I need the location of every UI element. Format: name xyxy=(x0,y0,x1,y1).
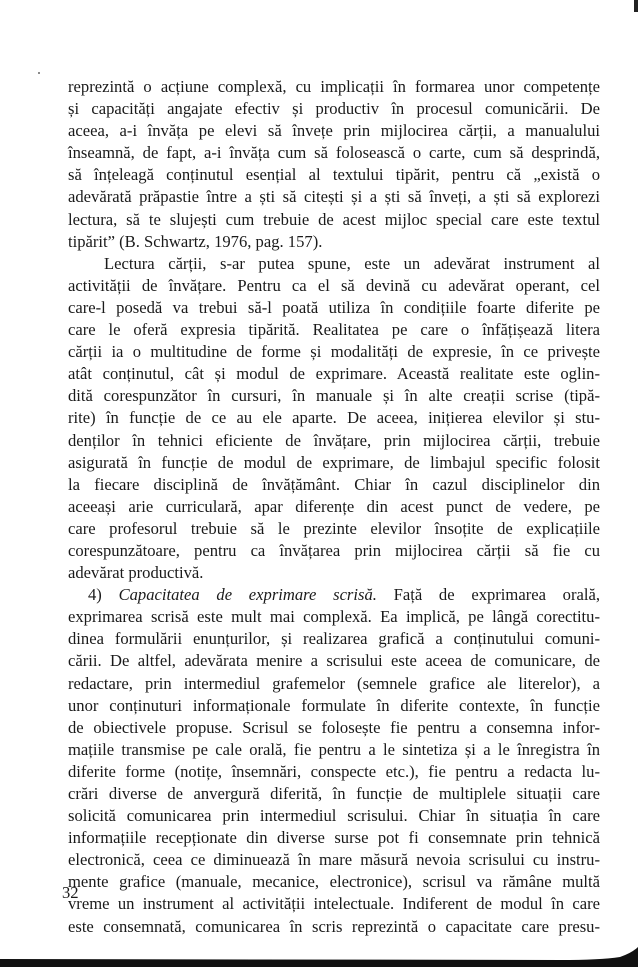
text-line: și capacități angajate efectiv și productiv în procesul comunicării. De xyxy=(68,99,600,119)
text-run: Față de exprimarea orală, xyxy=(376,585,600,605)
text-line: redactare, prin intermediul grafemelor (semnele grafice ale literelor), a xyxy=(68,673,600,693)
text-line: care profesorul trebuie să le prezinte elevilor însoțite de explicațiile xyxy=(68,518,600,538)
text-line: dită corespunzător în cursuri, în manuale și în alte creații scrise (tipă- xyxy=(68,386,600,406)
text-line: care-l posedă va trebui să-l poată utiliza în condițiile foarte diferite pe xyxy=(68,297,600,317)
text-line: să înțeleagă conținutul esențial al textului tipărit, pentru că „există o xyxy=(68,165,600,185)
text-line: care le oferă expresia tipărită. Realitatea pe care o înfățișează litera xyxy=(68,320,600,340)
text-line: lectura, să te slujești cum trebuie de acest mijloc special care este textul xyxy=(68,209,600,229)
body-text xyxy=(68,76,600,938)
section-heading: Capacitatea de exprimare scrisă. xyxy=(118,585,377,605)
text-line: cărții ia o multitudine de forme și modalități de expresie, în ce privește xyxy=(68,342,600,362)
text-line: mațiile transmise pe cale orală, fie pentru a le sintetiza și a le înregistra în xyxy=(68,739,600,759)
text-line: de obiectivele propuse. Scrisul se folosește fie pentru a consemna infor- xyxy=(68,717,600,737)
text-line: electronică, ceea ce diminuează în mare măsură nevoia scrisului cu instru- xyxy=(68,850,600,870)
text-line: informațiile recepționate din diverse surse pot fi consemnate prin tehnică xyxy=(68,828,600,848)
text-line: cării. De altfel, adevărata menire a scrisului este aceea de comunicare, de xyxy=(68,651,600,671)
text-line: vreme un instrument al activității intelectuale. Indiferent de modul în care xyxy=(68,894,600,914)
text-line: dinea formulării enunțurilor, și realizarea grafică a conținutului comuni- xyxy=(68,629,600,649)
text-line: aceeași arie curriculară, apar diferențe din acest punct de vedere, pe xyxy=(68,496,600,516)
text-line: rite) în funcție de ce au ele aparte. De aceea, inițierea elevilor și stu- xyxy=(68,408,600,428)
text-line: este consemnată, comunicarea în scris reprezintă o capacitate care presu- xyxy=(68,916,600,936)
text-line xyxy=(68,584,600,606)
text-line: aceea, a-i învăța pe elevi să învețe prin mijlocirea cărții, a manualului xyxy=(68,121,600,141)
text-line: reprezintă o acțiune complexă, cu implicații în formarea unor competențe xyxy=(68,77,600,96)
text-line: adevărată prăpastie între a ști să citești și a ști să înveți, a ști să explorezi xyxy=(68,187,600,207)
scan-speck xyxy=(38,72,40,74)
text-line: corespunzătoare, pentru ca învățarea prin mijlocirea cărții să fie cu xyxy=(68,540,600,560)
text-line: asigurată în funcție de modul de exprimare, de limbajul specific folosit xyxy=(68,452,600,472)
text-line: Lectura cărții, s-ar putea spune, este un adevărat instrument al xyxy=(104,253,600,273)
text-line: mente grafice (manuale, mecanice, electronice), scrisul va rămâne multă xyxy=(68,872,600,892)
text-line: înseamnă, de fapt, a-i învăța cum să folosească o carte, cum să desprindă, xyxy=(68,143,600,163)
page-number: 32 xyxy=(62,883,79,902)
text-line: unor conținuturi informaționale formulate în diferite contexte, în funcție xyxy=(68,695,600,715)
section-number: 4) xyxy=(88,585,119,605)
text-line: denților în tehnici eficiente de învățare, prin mijlocirea cărții, trebuie xyxy=(68,430,600,450)
text-line: crări diverse de anvergură diferită, în funcție de multiplele situații care xyxy=(68,784,600,803)
scan-bottom-edge xyxy=(0,947,638,967)
text-line: tipărit” (B. Schwartz, 1976, pag. 157). xyxy=(68,231,323,251)
scan-corner-mark xyxy=(634,0,638,12)
text-line: la fiecare disciplină de învățământ. Chiar în cazul disciplinelor din xyxy=(68,474,600,494)
text-line: exprimarea scrisă este mult mai complexă. Ea implică, pe lângă corectitu- xyxy=(68,607,600,627)
text-line: solicită comunicarea prin intermediul scrisului. Chiar în situația în care xyxy=(68,806,600,826)
text-line: adevărat productivă. xyxy=(68,563,204,583)
text-line: activității de învățare. Pentru ca el să devină cu adevărat operant, cel xyxy=(68,275,600,295)
text-line: atât conținutul, cât și modul de exprimare. Această realitate este oglin- xyxy=(68,364,600,384)
text-line: diferite forme (notițe, însemnări, conspecte etc.), fie pentru a redacta lu- xyxy=(68,761,600,781)
